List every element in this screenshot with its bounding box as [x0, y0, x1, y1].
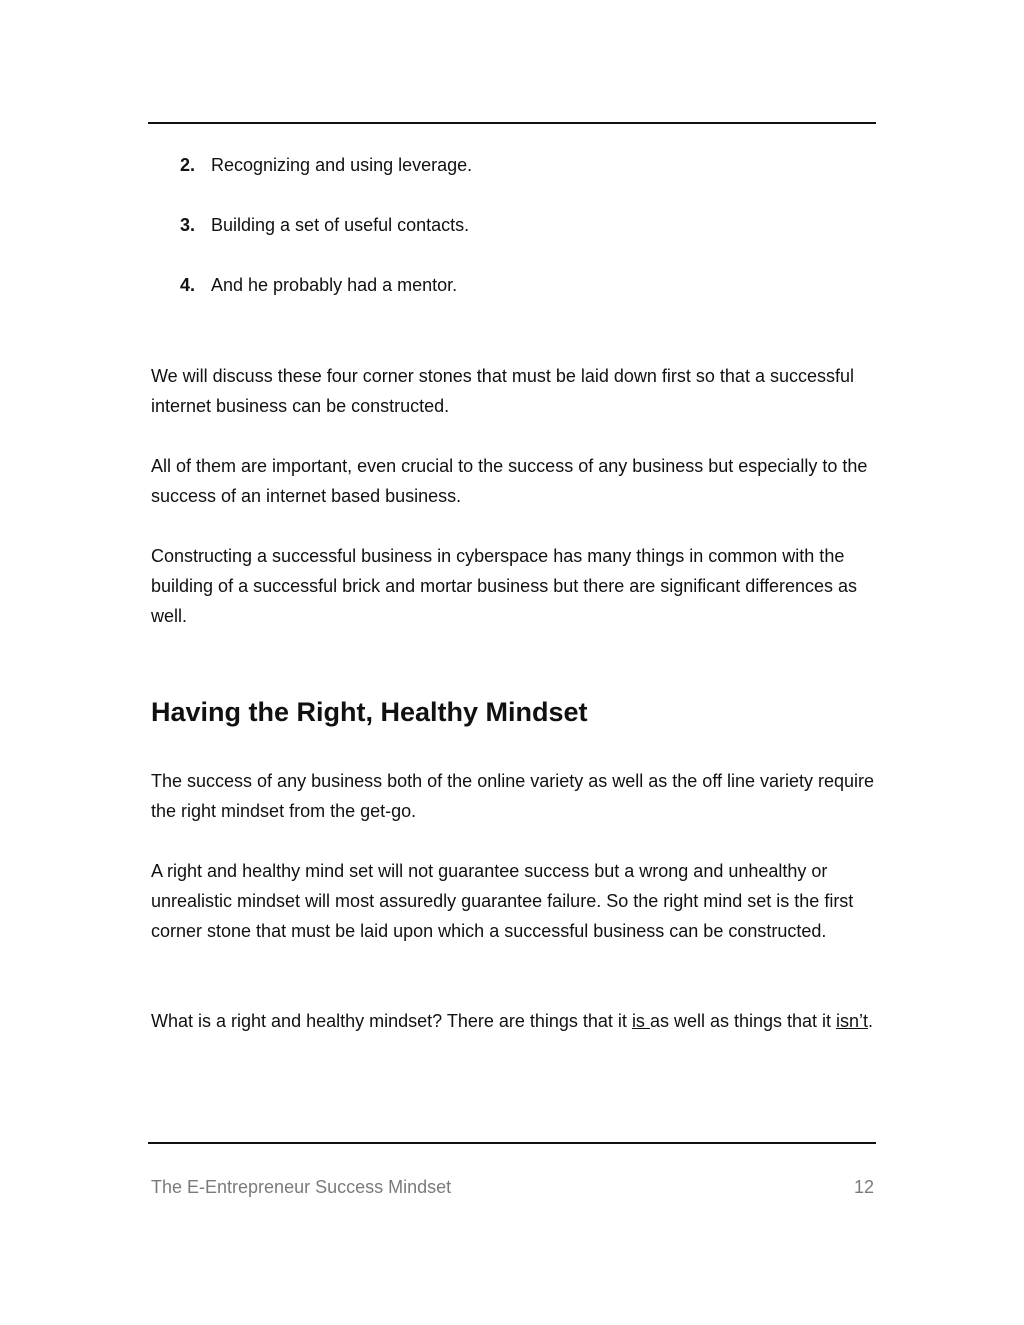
- section-heading: Having the Right, Healthy Mindset: [151, 697, 588, 727]
- list-number: 4.: [180, 275, 196, 295]
- paragraph-question: [151, 1006, 881, 1036]
- list-number: 2.: [180, 155, 196, 175]
- question-text-2: as well as things that it: [649, 1011, 837, 1031]
- header-rule: [148, 122, 876, 124]
- paragraph-success: The success of any business both of the online variety as well as the off line variety require the right mindset from the get-go.: [151, 771, 875, 821]
- footer-rule: [148, 1142, 876, 1144]
- list-text: And he probably had a mentor.: [211, 275, 458, 295]
- paragraph-cornerstones: We will discuss these four corner stones that must be laid down first so that a successful internet business can be constructed.: [151, 366, 854, 416]
- list-text: Building a set of useful contacts.: [211, 215, 470, 235]
- question-text-1: What is a right and healthy mindset? There are things that it: [151, 1011, 632, 1031]
- paragraph-mindset: A right and healthy mind set will not guarantee success but a wrong and unhealthy or unrealistic mindset will most assuredly guarantee failure. So the right mind set is the first corner stone that must be laid upon which a successful business can be constructed.: [151, 861, 854, 941]
- list-text: Recognizing and using leverage.: [211, 155, 473, 175]
- list-item: [180, 270, 472, 330]
- footer-title: The E-Entrepreneur Success Mindset: [151, 1177, 452, 1197]
- numbered-list: [180, 150, 472, 330]
- list-item: [180, 150, 472, 210]
- list-number: 3.: [180, 215, 196, 235]
- page-number: 12: [853, 1177, 874, 1197]
- paragraph-importance: All of them are important, even crucial to the success of any business but especially to the success of an internet based business.: [151, 456, 868, 506]
- paragraph-cyberspace: Constructing a successful business in cyberspace has many things in common with the building of a successful brick and mortar business but there are significant differences as well.: [151, 546, 858, 626]
- emphasis-isnt: isn’t: [836, 1011, 869, 1031]
- question-text-3: .: [868, 1011, 874, 1031]
- list-item: [180, 210, 472, 270]
- emphasis-is: is: [631, 1011, 650, 1031]
